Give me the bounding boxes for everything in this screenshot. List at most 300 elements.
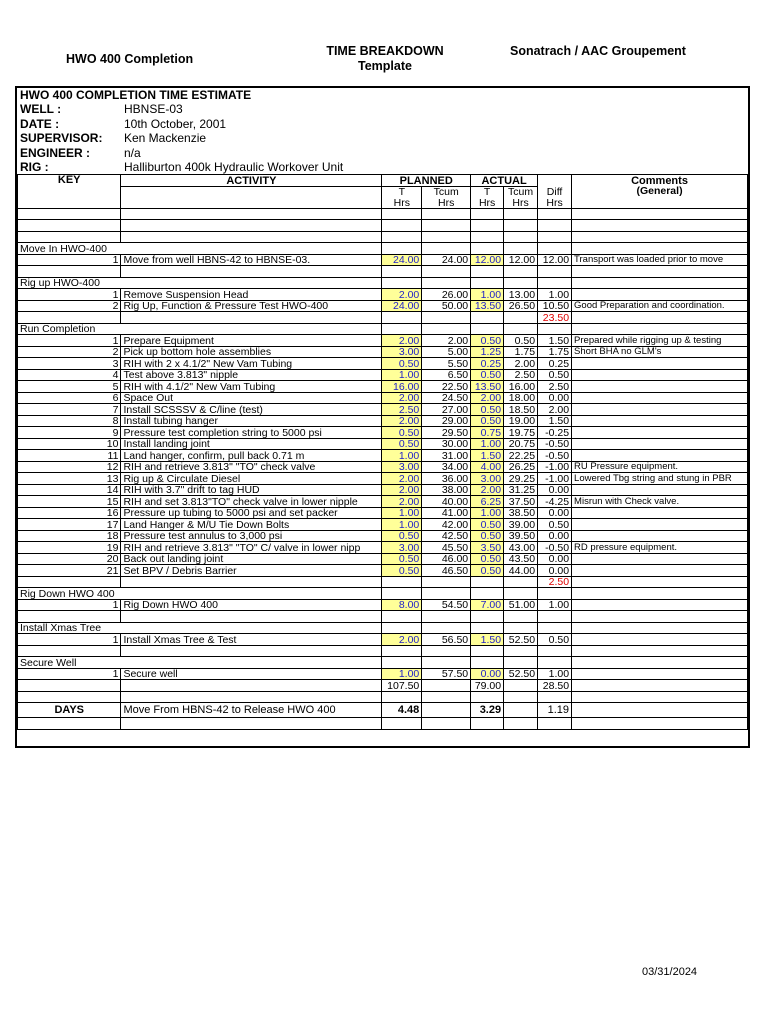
blank-row: [18, 611, 748, 623]
cell-actual-tcum: [504, 703, 538, 718]
cell-planned-tcum: [422, 576, 471, 588]
column-header-planned-t: T: [382, 186, 422, 197]
table-row: [18, 668, 748, 680]
column-header-planned-t-hrs: Hrs: [382, 197, 422, 208]
row-planned-t: 16.00: [382, 381, 422, 393]
cell-planned-tcum: [422, 691, 471, 703]
cell-actual-t: [471, 588, 504, 600]
cell-actual-t: [471, 576, 504, 588]
section-row: [18, 588, 748, 600]
row-comment: Transport was loaded prior to move: [572, 254, 748, 266]
row-activity: RIH and set 3.813"TO" check valve in lower nipple: [121, 496, 382, 508]
row-actual-tcum: 2.00: [504, 358, 538, 370]
row-planned-t: 2.50: [382, 404, 422, 416]
row-comment: RD pressure equipment.: [572, 542, 748, 554]
row-actual-t: 0.50: [471, 404, 504, 416]
subtotal-diff: 23.50: [538, 312, 572, 324]
row-actual-tcum: 43.00: [504, 542, 538, 554]
cell-actual-t: [471, 691, 504, 703]
table-row: [18, 289, 748, 301]
cell-diff: [538, 243, 572, 255]
row-number: 9: [18, 427, 121, 439]
row-number: 5: [18, 381, 121, 393]
cell-diff: [538, 277, 572, 289]
row-diff: 1.00: [538, 599, 572, 611]
row-planned-t: 2.00: [382, 484, 422, 496]
row-comment: Short BHA no GLM's: [572, 346, 748, 358]
row-activity: Prepare Equipment: [121, 335, 382, 347]
row-comment: [572, 392, 748, 404]
cell-actual-t: [471, 208, 504, 220]
cell-planned-tcum: [422, 323, 471, 335]
row-activity: RIH with 3.7" drift to tag HUD: [121, 484, 382, 496]
header-center-title: [300, 44, 470, 74]
cell-planned-tcum: [422, 231, 471, 243]
cell-activity: [121, 680, 382, 692]
row-number: 1: [18, 254, 121, 266]
info-row-engineer: [17, 146, 748, 161]
row-number: 1: [18, 289, 121, 301]
row-comment: [572, 484, 748, 496]
row-actual-t: 0.50: [471, 369, 504, 381]
info-row-rig: [17, 160, 748, 175]
row-actual-t: 12.00: [471, 254, 504, 266]
row-actual-t: 2.00: [471, 392, 504, 404]
time-estimate-sheet: [15, 86, 750, 748]
row-actual-t: 4.00: [471, 461, 504, 473]
cell-planned-t: [382, 266, 422, 278]
cell-comment: [572, 622, 748, 634]
table-row: [18, 634, 748, 646]
row-activity: Set BPV / Debris Barrier: [121, 565, 382, 577]
column-header-comments: Comments: [572, 175, 748, 187]
cell-activity: [121, 220, 382, 232]
blank-row: [18, 266, 748, 278]
cell-actual-tcum: [504, 611, 538, 623]
row-activity: RIH with 2 x 4.1/2" New Vam Tubing: [121, 358, 382, 370]
row-number: 6: [18, 392, 121, 404]
column-header-key: KEY: [18, 175, 121, 209]
row-planned-t: 8.00: [382, 599, 422, 611]
info-row-supervisor: [17, 131, 748, 146]
info-label-date: DATE :: [20, 116, 60, 131]
subtotal-row: [18, 312, 748, 324]
row-actual-tcum: 37.50: [504, 496, 538, 508]
table-header-row-2: [18, 186, 748, 197]
row-actual-tcum: 18.50: [504, 404, 538, 416]
row-diff: 1.00: [538, 289, 572, 301]
row-diff: 12.00: [538, 254, 572, 266]
table-row: [18, 565, 748, 577]
table-row: [18, 450, 748, 462]
row-planned-tcum: 34.00: [422, 461, 471, 473]
row-activity: Install landing joint: [121, 438, 382, 450]
row-activity: Test above 3.813" nipple: [121, 369, 382, 381]
info-label-engineer: ENGINEER :: [20, 145, 91, 160]
total-diff: 28.50: [538, 680, 572, 692]
row-planned-tcum: 50.00: [422, 300, 471, 312]
section-row: [18, 323, 748, 335]
blank-row: [18, 220, 748, 232]
row-diff: 0.00: [538, 507, 572, 519]
row-activity: RIH and retrieve 3.813" "TO" check valve: [121, 461, 382, 473]
row-number: 19: [18, 542, 121, 554]
row-activity: Secure well: [121, 668, 382, 680]
cell-planned-t: [382, 611, 422, 623]
section-row: [18, 657, 748, 669]
row-comment: [572, 358, 748, 370]
row-planned-tcum: 56.50: [422, 634, 471, 646]
row-activity: Land hanger, confirm, pull back 0.71 m: [121, 450, 382, 462]
cell-planned-tcum: [422, 657, 471, 669]
row-planned-tcum: 42.50: [422, 530, 471, 542]
cell-comment: [572, 718, 748, 730]
row-diff: 10.50: [538, 300, 572, 312]
section-label: Secure Well: [18, 657, 382, 669]
blank-row: [18, 208, 748, 220]
table-row: [18, 254, 748, 266]
column-header-diff-blank: [538, 175, 572, 187]
cell-planned-tcum: [422, 680, 471, 692]
row-activity: Rig up & Circulate Diesel: [121, 473, 382, 485]
cell-diff: [538, 231, 572, 243]
cell-actual-t: [471, 231, 504, 243]
row-planned-tcum: 26.00: [422, 289, 471, 301]
cell-actual-tcum: [504, 220, 538, 232]
cell-diff: [538, 611, 572, 623]
row-planned-tcum: 27.00: [422, 404, 471, 416]
table-row: [18, 484, 748, 496]
total-actual: 79.00: [471, 680, 504, 692]
cell-activity: [121, 266, 382, 278]
row-actual-t: 0.50: [471, 530, 504, 542]
column-header-actual-t: T: [471, 186, 504, 197]
subtotal-diff: 2.50: [538, 576, 572, 588]
cell-key: [18, 691, 121, 703]
cell-planned-tcum: [422, 645, 471, 657]
row-diff: 0.50: [538, 369, 572, 381]
section-label: Run Completion: [18, 323, 382, 335]
column-header-planned-tcum-hrs: Hrs: [422, 197, 471, 208]
cell-actual-t: [471, 277, 504, 289]
cell-actual-tcum: [504, 691, 538, 703]
total-planned: 107.50: [382, 680, 422, 692]
cell-planned-t: [382, 243, 422, 255]
row-activity: Install Xmas Tree & Test: [121, 634, 382, 646]
row-actual-t: 1.25: [471, 346, 504, 358]
table-row: [18, 519, 748, 531]
days-label: DAYS: [18, 703, 121, 718]
row-comment: Lowered Tbg string and stung in PBR: [572, 473, 748, 485]
blank-row: [18, 645, 748, 657]
cell-planned-t: [382, 312, 422, 324]
row-actual-t: 13.50: [471, 381, 504, 393]
cell-actual-t: [471, 718, 504, 730]
row-number: 1: [18, 599, 121, 611]
subtotal-row: [18, 576, 748, 588]
row-diff: -1.00: [538, 461, 572, 473]
row-comment: [572, 438, 748, 450]
row-planned-tcum: 5.00: [422, 346, 471, 358]
row-planned-tcum: 57.50: [422, 668, 471, 680]
cell-actual-t: [471, 645, 504, 657]
row-actual-t: 0.00: [471, 668, 504, 680]
row-comment: [572, 369, 748, 381]
row-number: 11: [18, 450, 121, 462]
info-label-rig: RIG :: [20, 160, 49, 174]
row-planned-t: 3.00: [382, 542, 422, 554]
cell-planned-t: [382, 277, 422, 289]
row-actual-tcum: 18.00: [504, 392, 538, 404]
row-planned-tcum: 46.00: [422, 553, 471, 565]
row-actual-tcum: 12.00: [504, 254, 538, 266]
row-comment: [572, 289, 748, 301]
row-comment: [572, 634, 748, 646]
row-actual-t: 1.50: [471, 450, 504, 462]
cell-comment: [572, 277, 748, 289]
table-row: [18, 415, 748, 427]
row-comment: Misrun with Check valve.: [572, 496, 748, 508]
row-planned-t: 3.00: [382, 346, 422, 358]
cell-diff: [538, 622, 572, 634]
row-number: 17: [18, 519, 121, 531]
row-number: 20: [18, 553, 121, 565]
row-diff: -0.50: [538, 438, 572, 450]
row-number: 16: [18, 507, 121, 519]
cell-planned-tcum: [422, 622, 471, 634]
row-number: 14: [18, 484, 121, 496]
footer-date: 03/31/2024: [642, 966, 698, 978]
cell-key: [18, 208, 121, 220]
row-activity: Pick up bottom hole assemblies: [121, 346, 382, 358]
row-actual-tcum: 51.00: [504, 599, 538, 611]
section-label: Rig up HWO-400: [18, 277, 382, 289]
cell-actual-tcum: [504, 576, 538, 588]
row-actual-t: 0.50: [471, 415, 504, 427]
row-actual-t: 0.75: [471, 427, 504, 439]
cell-planned-tcum: [422, 208, 471, 220]
row-activity: Install tubing hanger: [121, 415, 382, 427]
cell-diff: [538, 691, 572, 703]
table-row: [18, 599, 748, 611]
row-actual-tcum: 44.00: [504, 565, 538, 577]
row-planned-tcum: 46.50: [422, 565, 471, 577]
header-center-line1: TIME BREAKDOWN: [326, 44, 444, 58]
table-row: [18, 381, 748, 393]
cell-activity: [121, 718, 382, 730]
row-actual-tcum: 13.00: [504, 289, 538, 301]
row-comment: [572, 519, 748, 531]
cell-key: [18, 576, 121, 588]
row-actual-t: 0.50: [471, 565, 504, 577]
row-actual-tcum: 39.50: [504, 530, 538, 542]
row-planned-t: 2.00: [382, 473, 422, 485]
days-planned: 4.48: [382, 703, 422, 718]
cell-key: [18, 312, 121, 324]
table-row: [18, 473, 748, 485]
column-header-comments-sub: (General): [572, 186, 748, 208]
cell-actual-tcum: [504, 231, 538, 243]
cell-actual-tcum: [504, 312, 538, 324]
row-number: 12: [18, 461, 121, 473]
row-actual-tcum: 52.50: [504, 634, 538, 646]
row-planned-t: 2.00: [382, 335, 422, 347]
row-actual-tcum: 16.00: [504, 381, 538, 393]
row-actual-t: 3.00: [471, 473, 504, 485]
row-number: 10: [18, 438, 121, 450]
row-actual-t: 0.25: [471, 358, 504, 370]
row-actual-t: 7.00: [471, 599, 504, 611]
cell-planned-t: [382, 645, 422, 657]
row-planned-t: 0.50: [382, 530, 422, 542]
sheet-title-row: [17, 88, 748, 103]
row-planned-tcum: 40.00: [422, 496, 471, 508]
table-row: [18, 358, 748, 370]
row-actual-tcum: 38.50: [504, 507, 538, 519]
row-planned-tcum: 22.50: [422, 381, 471, 393]
row-actual-t: 6.25: [471, 496, 504, 508]
row-planned-tcum: 29.50: [422, 427, 471, 439]
row-comment: [572, 565, 748, 577]
row-actual-t: 1.00: [471, 507, 504, 519]
cell-comment: [572, 266, 748, 278]
row-comment: [572, 450, 748, 462]
cell-actual-tcum: [504, 277, 538, 289]
cell-actual-tcum: [504, 680, 538, 692]
row-planned-tcum: 2.00: [422, 335, 471, 347]
cell-planned-t: [382, 208, 422, 220]
row-planned-tcum: 38.00: [422, 484, 471, 496]
row-planned-tcum: 29.00: [422, 415, 471, 427]
row-diff: 1.75: [538, 346, 572, 358]
cell-actual-tcum: [504, 588, 538, 600]
cell-actual-t: [471, 622, 504, 634]
cell-activity: [121, 691, 382, 703]
row-number: 1: [18, 634, 121, 646]
row-planned-t: 2.00: [382, 415, 422, 427]
section-row: [18, 622, 748, 634]
info-value-rig: Halliburton 400k Hydraulic Workover Unit: [124, 160, 344, 174]
cell-comment: [572, 588, 748, 600]
cell-comment: [572, 703, 748, 718]
cell-actual-tcum: [504, 645, 538, 657]
row-actual-t: 3.50: [471, 542, 504, 554]
cell-comment: [572, 691, 748, 703]
cell-diff: [538, 645, 572, 657]
row-actual-t: 13.50: [471, 300, 504, 312]
row-actual-tcum: 20.75: [504, 438, 538, 450]
cell-actual-tcum: [504, 208, 538, 220]
row-planned-tcum: 24.00: [422, 254, 471, 266]
row-activity: Rig Down HWO 400: [121, 599, 382, 611]
cell-comment: [572, 220, 748, 232]
row-diff: 1.50: [538, 335, 572, 347]
row-actual-tcum: 26.25: [504, 461, 538, 473]
row-planned-t: 24.00: [382, 254, 422, 266]
cell-diff: [538, 588, 572, 600]
row-actual-tcum: 43.50: [504, 553, 538, 565]
sheet-title: HWO 400 COMPLETION TIME ESTIMATE: [20, 88, 252, 102]
row-diff: 0.00: [538, 392, 572, 404]
table-row: [18, 392, 748, 404]
cell-planned-tcum: [422, 703, 471, 718]
cell-planned-tcum: [422, 243, 471, 255]
row-comment: [572, 404, 748, 416]
cell-actual-tcum: [504, 622, 538, 634]
cell-actual-tcum: [504, 657, 538, 669]
column-header-actual-t-hrs: Hrs: [471, 197, 504, 208]
table-row: [18, 461, 748, 473]
row-activity: Land Hanger & M/U Tie Down Bolts: [121, 519, 382, 531]
row-diff: 0.00: [538, 530, 572, 542]
totals-row: [18, 680, 748, 692]
column-header-actual-tcum: Tcum: [504, 186, 538, 197]
cell-diff: [538, 718, 572, 730]
table-row: [18, 300, 748, 312]
row-activity: Back out landing joint: [121, 553, 382, 565]
table-row: [18, 530, 748, 542]
row-activity: Install SCSSSV & C/line (test): [121, 404, 382, 416]
cell-planned-t: [382, 576, 422, 588]
row-diff: 1.00: [538, 668, 572, 680]
cell-planned-tcum: [422, 220, 471, 232]
column-header-actual: ACTUAL: [471, 175, 538, 187]
blank-row: [18, 231, 748, 243]
header-right-company: Sonatrach / AAC Groupement: [510, 44, 686, 58]
row-diff: -0.25: [538, 427, 572, 439]
row-actual-t: 1.00: [471, 289, 504, 301]
column-header-actual-tcum-hrs: Hrs: [504, 197, 538, 208]
row-number: 18: [18, 530, 121, 542]
cell-planned-tcum: [422, 718, 471, 730]
row-planned-t: 1.00: [382, 450, 422, 462]
row-diff: 0.50: [538, 519, 572, 531]
row-actual-tcum: 0.50: [504, 335, 538, 347]
info-row-date: [17, 117, 748, 132]
cell-diff: [538, 323, 572, 335]
cell-activity: [121, 231, 382, 243]
row-activity: Rig Up, Function & Pressure Test HWO-400: [121, 300, 382, 312]
row-diff: -0.50: [538, 450, 572, 462]
row-planned-t: 3.00: [382, 461, 422, 473]
cell-key: [18, 611, 121, 623]
row-planned-tcum: 6.50: [422, 369, 471, 381]
cell-planned-tcum: [422, 611, 471, 623]
row-comment: [572, 668, 748, 680]
row-planned-t: 0.50: [382, 565, 422, 577]
cell-comment: [572, 323, 748, 335]
row-planned-tcum: 54.50: [422, 599, 471, 611]
row-diff: -4.25: [538, 496, 572, 508]
cell-activity: [121, 645, 382, 657]
row-number: 8: [18, 415, 121, 427]
row-planned-t: 2.00: [382, 496, 422, 508]
row-actual-tcum: 19.75: [504, 427, 538, 439]
row-actual-t: 0.50: [471, 519, 504, 531]
row-diff: 0.50: [538, 634, 572, 646]
cell-planned-tcum: [422, 312, 471, 324]
cell-comment: [572, 645, 748, 657]
row-diff: 0.00: [538, 553, 572, 565]
table-row: [18, 507, 748, 519]
cell-planned-t: [382, 323, 422, 335]
row-number: 21: [18, 565, 121, 577]
row-comment: [572, 427, 748, 439]
cell-diff: [538, 220, 572, 232]
cell-key: [18, 231, 121, 243]
row-comment: [572, 599, 748, 611]
row-actual-t: 0.50: [471, 335, 504, 347]
